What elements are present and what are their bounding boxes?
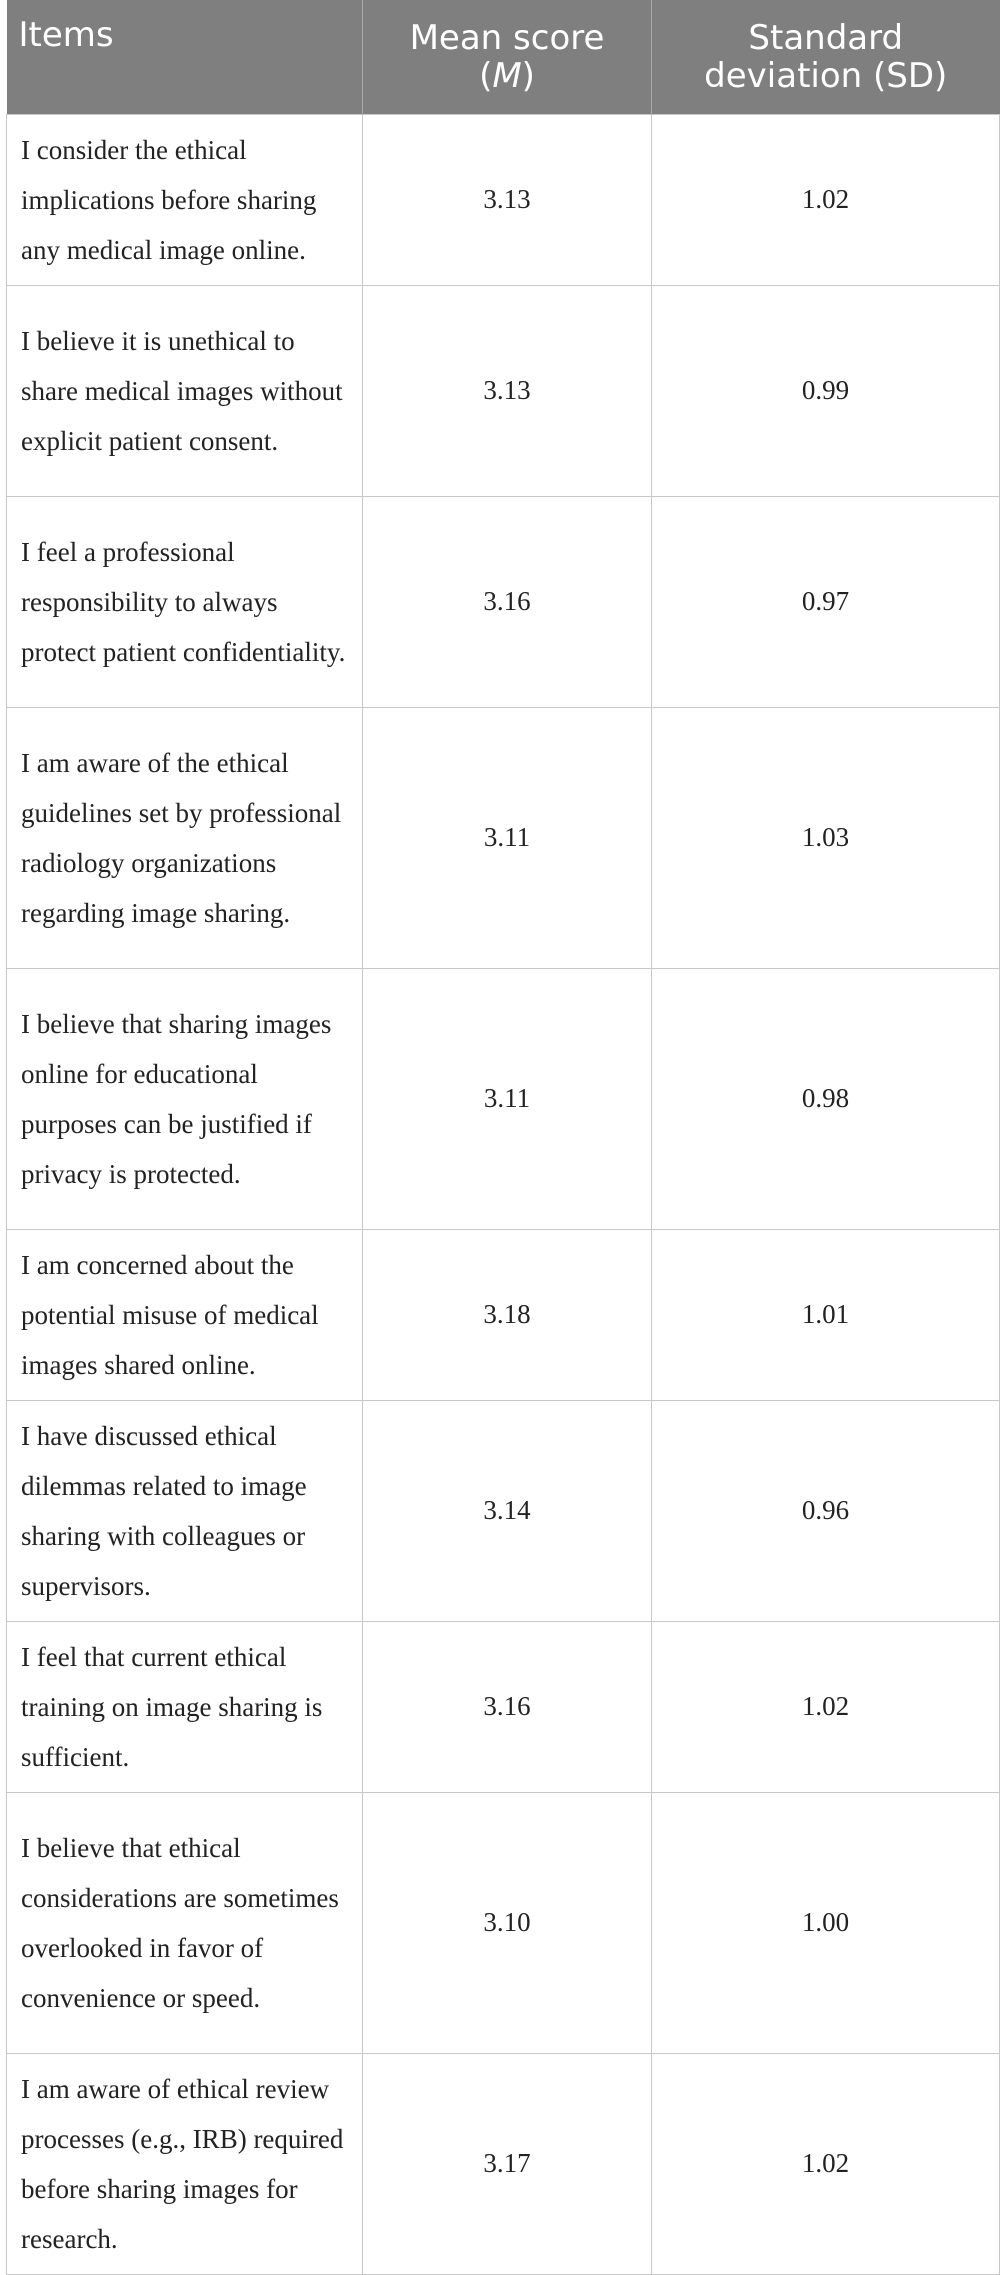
sd-cell: 0.98: [652, 968, 1000, 1229]
sd-cell: 1.02: [652, 2053, 1000, 2274]
sd-cell: 0.99: [652, 285, 1000, 496]
header-mean: [363, 0, 652, 114]
table-row: [7, 1621, 1000, 1792]
table-row: [7, 1400, 1000, 1621]
sd-cell: 0.96: [652, 1400, 1000, 1621]
mean-cell: 3.14: [363, 1400, 652, 1621]
item-cell: I believe that sharing images online for educational purposes can be justified if privacy is protected.: [7, 968, 363, 1229]
header-row: [7, 0, 1000, 114]
mean-cell: 3.16: [363, 496, 652, 707]
mean-cell: 3.11: [363, 968, 652, 1229]
item-cell: I am aware of the ethical guidelines set by professional radiology organizations regarding image sharing.: [7, 707, 363, 968]
sd-cell: 1.00: [652, 1792, 1000, 2053]
sd-cell: 1.02: [652, 114, 1000, 285]
item-cell: I believe that ethical considerations are sometimes overlooked in favor of convenience or speed.: [7, 1792, 363, 2053]
header-mean-label: Mean score: [409, 17, 605, 58]
table-row: [7, 114, 1000, 285]
table-row: [7, 285, 1000, 496]
sd-cell: 1.03: [652, 707, 1000, 968]
table-body: [7, 114, 1000, 2274]
table-header: [7, 0, 1000, 114]
sd-cell: 1.02: [652, 1621, 1000, 1792]
table-row: [7, 707, 1000, 968]
table-row: [7, 968, 1000, 1229]
item-cell: I feel a professional responsibility to always protect patient confidentiality.: [7, 496, 363, 707]
table-row: [7, 1792, 1000, 2053]
mean-cell: 3.13: [363, 285, 652, 496]
mean-cell: 3.17: [363, 2053, 652, 2274]
header-sd-label-2: deviation (SD): [704, 55, 948, 96]
item-cell: I have discussed ethical dilemmas related to image sharing with colleagues or supervisors.: [7, 1400, 363, 1621]
mean-cell: 3.13: [363, 114, 652, 285]
sd-cell: 0.97: [652, 496, 1000, 707]
item-cell: I consider the ethical implications before sharing any medical image online.: [7, 114, 363, 285]
header-sd: [652, 0, 1000, 114]
header-mean-symbol: (M): [479, 55, 535, 96]
sd-cell: 1.01: [652, 1229, 1000, 1400]
header-sd-label-1: Standard: [748, 17, 904, 58]
mean-cell: 3.16: [363, 1621, 652, 1792]
header-items: [7, 0, 363, 114]
table-row: [7, 496, 1000, 707]
item-cell: I am concerned about the potential misuse of medical images shared online.: [7, 1229, 363, 1400]
table-row: [7, 1229, 1000, 1400]
header-items-label: Items: [18, 15, 114, 55]
mean-cell: 3.10: [363, 1792, 652, 2053]
item-cell: I believe it is unethical to share medical images without explicit patient consent.: [7, 285, 363, 496]
item-cell: I am aware of ethical review processes (e.g., IRB) required before sharing images for research.: [7, 2053, 363, 2274]
mean-cell: 3.18: [363, 1229, 652, 1400]
mean-cell: 3.11: [363, 707, 652, 968]
ethics-scores-table: [6, 0, 1000, 2275]
table-row: [7, 2053, 1000, 2274]
item-cell: I feel that current ethical training on image sharing is sufficient.: [7, 1621, 363, 1792]
